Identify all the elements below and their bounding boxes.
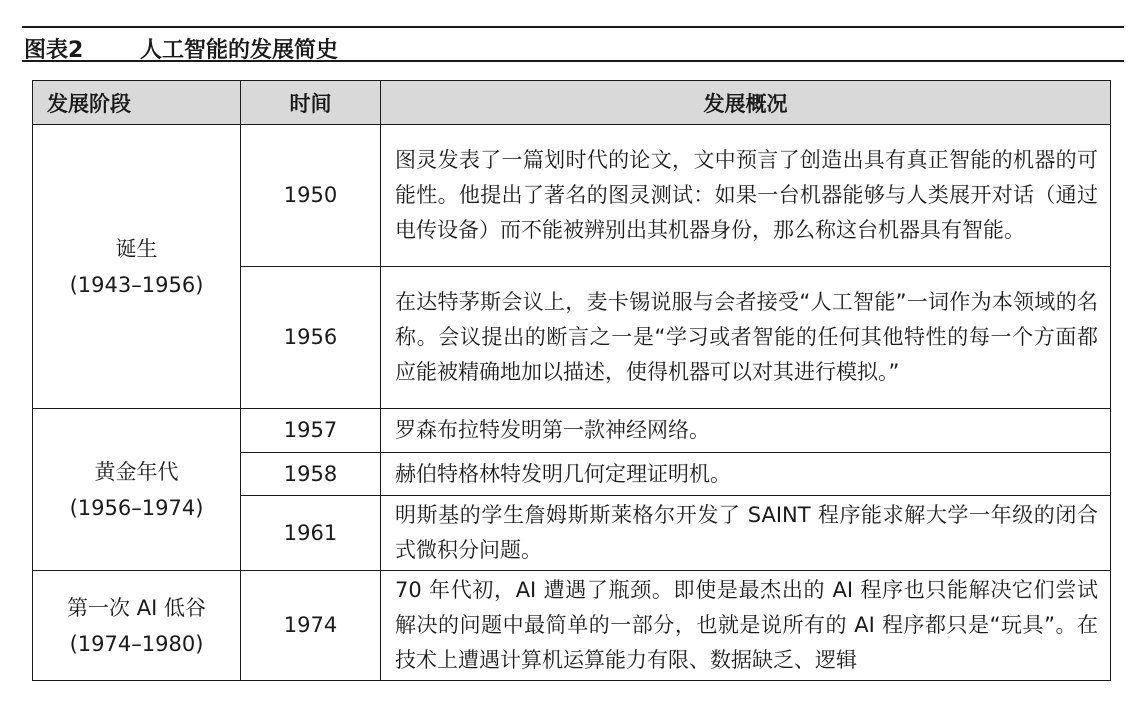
history-table <box>32 80 1111 681</box>
desc-cell: 图灵发表了一篇划时代的论文，文中预言了创造出具有真正智能的机器的可能性。他提出了著名的图灵测试：如果一台机器能够与人类展开对话（通过电传设备）而不能被辨别出其机器身份，那么称这台机器具有智能。 <box>381 125 1111 267</box>
year-cell: 1974 <box>241 571 381 681</box>
desc-cell: 罗森布拉特发明第一款神经网络。 <box>381 409 1111 453</box>
table-row <box>33 125 1111 267</box>
table-header-row <box>33 81 1111 125</box>
stage-name: 第一次 AI 低谷 <box>67 595 206 620</box>
stage-cell <box>33 571 241 681</box>
year-cell: 1950 <box>241 125 381 267</box>
header-time: 时间 <box>241 81 381 125</box>
stage-name: 黄金年代 <box>94 459 179 484</box>
desc-cell: 70 年代初，AI 遭遇了瓶颈。即使是最杰出的 AI 程序也只能解决它们尝试解决的问题中最简单的一部分，也就是说所有的 AI 程序都只是“玩具”。在技术上遭遇计算机运算能力有限、数据缺乏、逻辑 <box>381 571 1111 681</box>
header-overview: 发展概况 <box>381 81 1111 125</box>
stage-cell <box>33 409 241 571</box>
desc-cell: 在达特茅斯会议上，麦卡锡说服与会者接受“人工智能”一词作为本领域的名称。会议提出的断言之一是“学习或者智能的任何其他特性的每一个方面都应能被精确地加以描述，使得机器可以对其进行模拟。” <box>381 267 1111 409</box>
stage-period: (1956–1974) <box>69 495 204 520</box>
table-row <box>33 571 1111 681</box>
header-stage: 发展阶段 <box>33 81 241 125</box>
year-cell: 1957 <box>241 409 381 453</box>
table-row <box>33 409 1111 453</box>
year-cell: 1958 <box>241 453 381 496</box>
desc-cell: 赫伯特格林特发明几何定理证明机。 <box>381 453 1111 496</box>
stage-cell <box>33 125 241 409</box>
year-cell: 1961 <box>241 496 381 571</box>
stage-period: (1974–1980) <box>69 631 204 656</box>
desc-cell: 明斯基的学生詹姆斯斯莱格尔开发了 SAINT 程序能求解大学一年级的闭合式微积分问题。 <box>381 496 1111 571</box>
year-cell: 1956 <box>241 267 381 409</box>
stage-period: (1943–1956) <box>69 272 204 297</box>
stage-name: 诞生 <box>115 236 158 261</box>
figure-title-bar <box>22 26 1124 62</box>
figure-number: 图表2 <box>24 38 84 63</box>
figure-title: 人工智能的发展简史 <box>140 38 339 63</box>
